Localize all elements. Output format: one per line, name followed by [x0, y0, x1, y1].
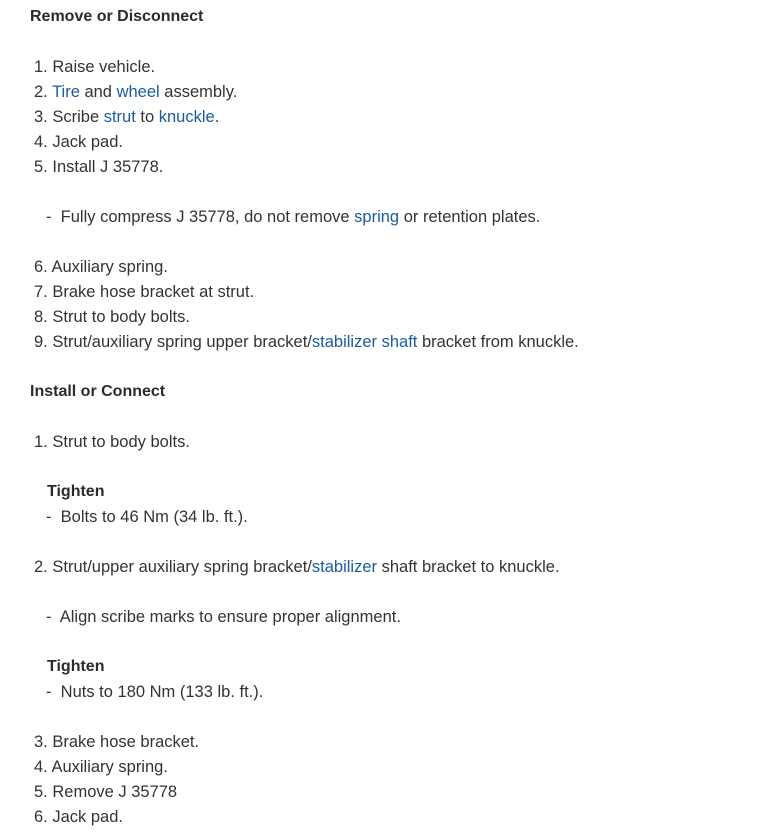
tighten-label: Tighten: [47, 483, 105, 500]
step-text: bracket from knuckle.: [417, 333, 579, 351]
step-number: 4.: [34, 758, 48, 776]
remove-step-8: [34, 307, 190, 327]
step-number: 2.: [34, 558, 48, 576]
dash-bullet: -: [46, 683, 52, 701]
strut-link[interactable]: strut: [103, 108, 136, 126]
install-step-1-tighten: [46, 507, 248, 527]
step-number: 3.: [34, 733, 48, 751]
step-text: Auxiliary spring.: [51, 258, 168, 276]
step-text: Jack pad.: [52, 133, 123, 151]
install-heading: Install or Connect: [30, 383, 166, 400]
install-step-5: [34, 782, 177, 802]
note-text: or retention plates.: [399, 208, 541, 226]
remove-step-2: [34, 82, 237, 102]
remove-step-9: [34, 332, 579, 352]
install-step-2: [34, 557, 560, 577]
step-text: shaft bracket to knuckle.: [377, 558, 560, 576]
knuckle-link[interactable]: knuckle: [158, 108, 215, 126]
step-text: Raise vehicle.: [52, 58, 156, 76]
step-text: Brake hose bracket at strut.: [52, 283, 255, 301]
install-step-1: [34, 432, 190, 452]
step-text: Remove J 35778: [52, 783, 178, 801]
remove-step-5: [34, 157, 163, 177]
step-number: 5.: [34, 158, 48, 176]
step-text: Strut to body bolts.: [52, 308, 190, 326]
step-text: to: [135, 108, 159, 126]
stabilizer-shaft-link[interactable]: stabilizer shaft: [311, 333, 418, 351]
tighten-label: Tighten: [47, 658, 105, 675]
remove-step-5-note: [46, 207, 540, 227]
step-text: .: [214, 108, 220, 126]
step-number: 5.: [34, 783, 48, 801]
step-text: assembly.: [159, 83, 238, 101]
install-step-3: [34, 732, 199, 752]
dash-bullet: -: [46, 608, 52, 626]
step-text: Jack pad.: [52, 808, 123, 826]
remove-step-3: [34, 107, 219, 127]
step-number: 6.: [34, 808, 48, 826]
step-number: 6.: [34, 258, 48, 276]
note-text: Align scribe marks to ensure proper alignment.: [59, 608, 401, 626]
install-step-2-note: [46, 607, 401, 627]
dash-bullet: -: [46, 508, 52, 526]
step-number: 8.: [34, 308, 48, 326]
step-number: 7.: [34, 283, 48, 301]
spring-link[interactable]: spring: [354, 208, 400, 226]
remove-step-1: [34, 57, 155, 77]
tire-link[interactable]: Tire: [52, 83, 80, 101]
stabilizer-link[interactable]: stabilizer: [311, 558, 378, 576]
install-step-4: [34, 757, 168, 777]
step-number: 9.: [34, 333, 48, 351]
step-number: 4.: [34, 133, 48, 151]
step-text: Strut/auxiliary spring upper bracket/: [52, 333, 312, 351]
wheel-link[interactable]: wheel: [116, 83, 160, 101]
step-text: Strut/upper auxiliary spring bracket/: [52, 558, 312, 576]
step-text: Auxiliary spring.: [51, 758, 168, 776]
dash-bullet: -: [46, 208, 52, 226]
remove-step-4: [34, 132, 123, 152]
remove-step-6: [34, 257, 168, 277]
step-number: 2.: [34, 83, 48, 101]
step-text: Strut to body bolts.: [52, 433, 190, 451]
remove-heading: Remove or Disconnect: [30, 8, 204, 25]
install-step-6: [34, 807, 123, 827]
remove-step-7: [34, 282, 254, 302]
step-text: Brake hose bracket.: [52, 733, 200, 751]
step-text: Install J 35778.: [52, 158, 164, 176]
step-number: 1.: [34, 58, 48, 76]
torque-text: Nuts to 180 Nm (133 lb. ft.).: [60, 683, 264, 701]
step-number: 3.: [34, 108, 48, 126]
note-text: Fully compress J 35778, do not remove: [60, 208, 355, 226]
install-step-2-tighten: [46, 682, 263, 702]
step-number: 1.: [34, 433, 48, 451]
step-text: and: [79, 83, 117, 101]
torque-text: Bolts to 46 Nm (34 lb. ft.).: [60, 508, 248, 526]
step-text: Scribe: [52, 108, 104, 126]
